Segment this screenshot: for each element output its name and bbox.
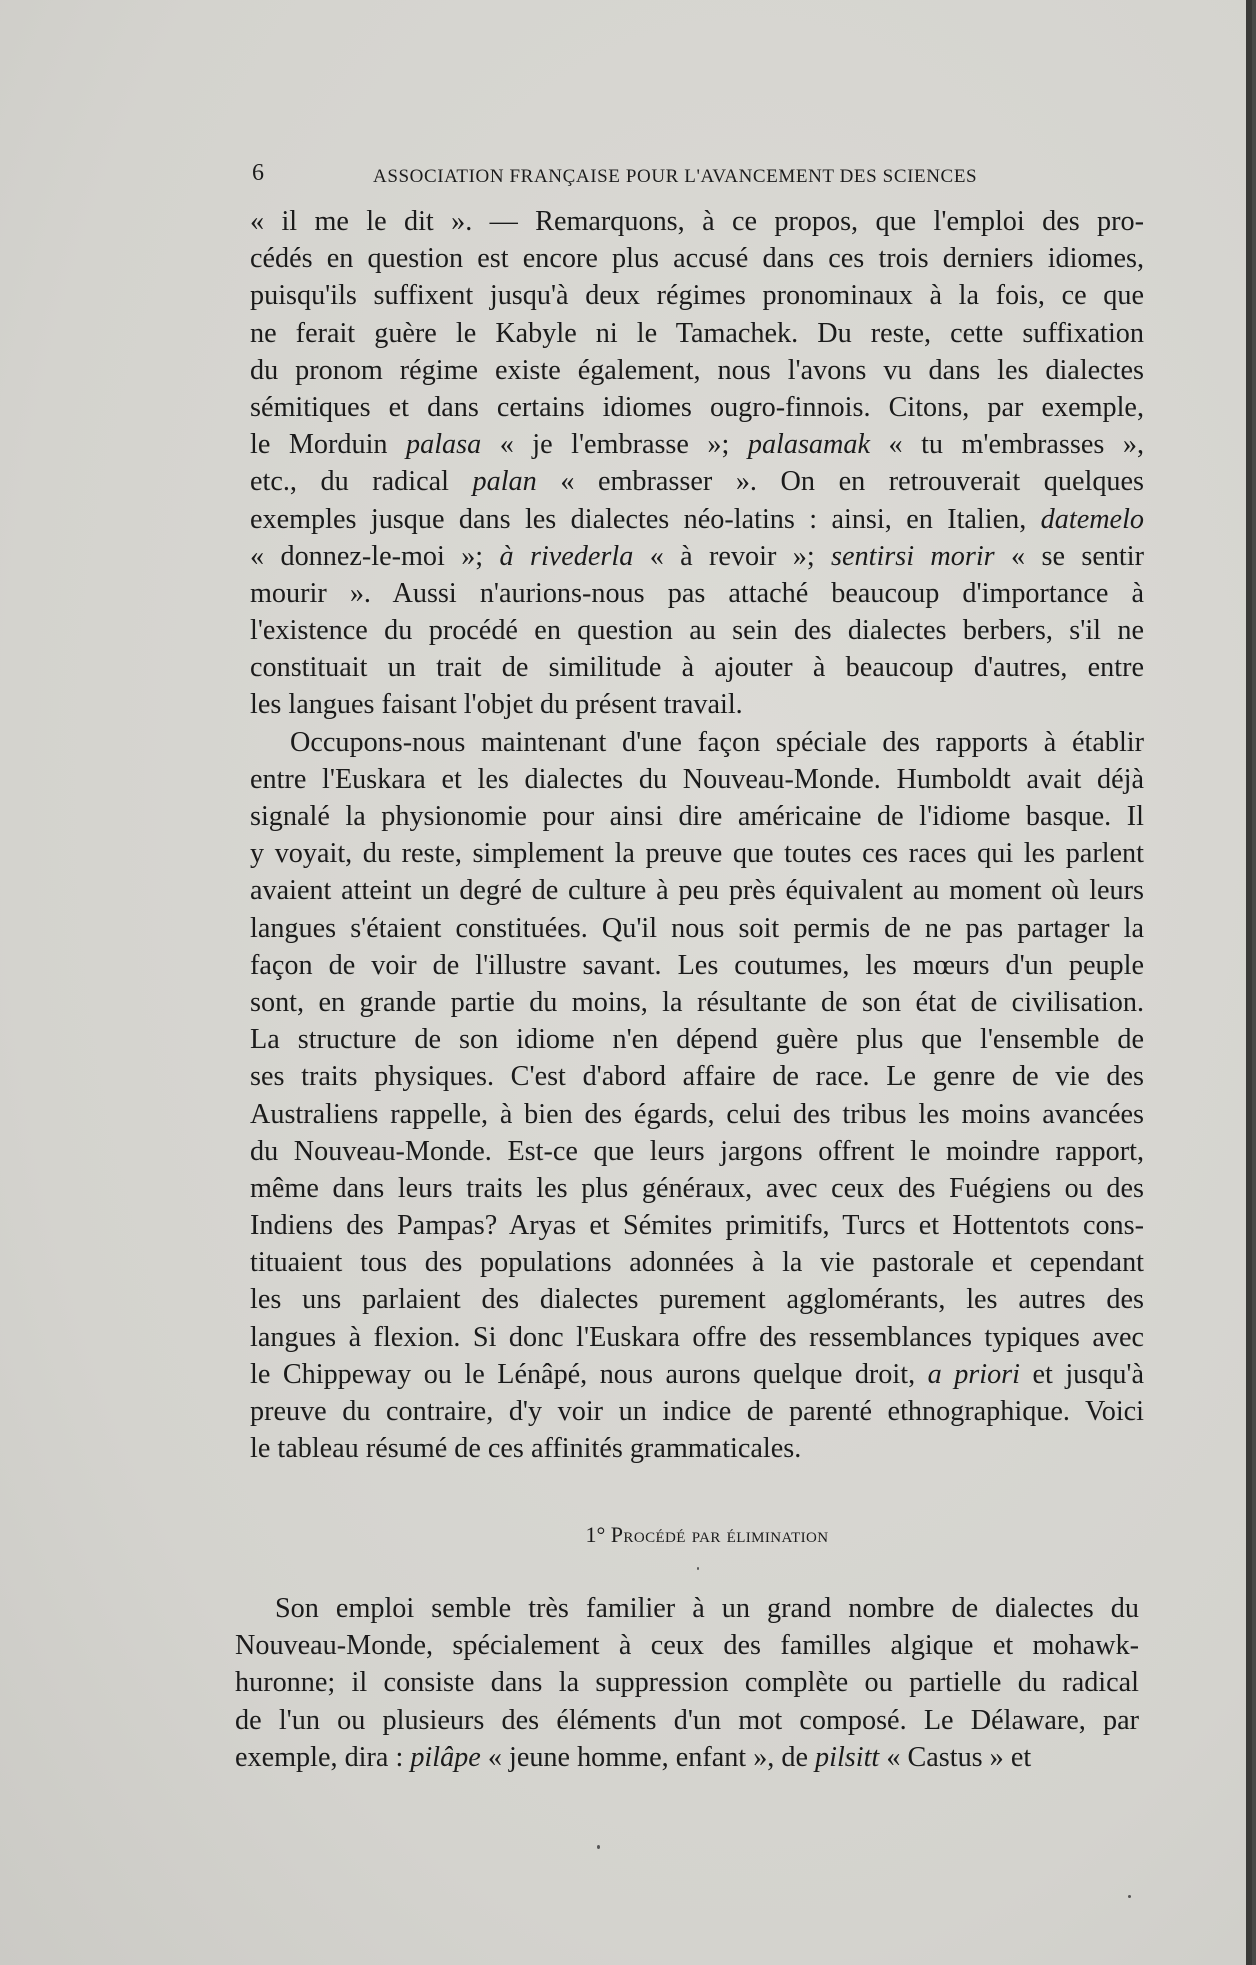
text-segment: le Chippeway ou le Lénâpé, nous aurons quelque droit, xyxy=(250,1358,928,1390)
text-line: les langues faisant l'objet du présent travail. xyxy=(250,689,743,721)
paragraph-1 xyxy=(250,203,1144,724)
text-line: Australiens rappelle, à bien des égards, celui des tribus les moins avancées xyxy=(250,1098,1144,1130)
text-line: sémitiques et dans certains idiomes ougro-finnois. Citons, par exemple, xyxy=(250,391,1144,423)
italic-term: à rivederla xyxy=(499,540,634,572)
paragraph-2 xyxy=(250,724,1144,1468)
italic-term: a priori xyxy=(927,1358,1020,1390)
italic-term: palan xyxy=(472,466,537,498)
text-line: les uns parlaient des dialectes purement agglomérants, les autres des xyxy=(250,1284,1144,1316)
text-line: même dans leurs traits les plus généraux, avec ceux des Fuégiens ou des xyxy=(250,1172,1144,1204)
text-segment: « embrasser ». On en retrouverait quelques xyxy=(536,466,1144,498)
text-line: l'existence du procédé en question au sein des dialectes berbers, s'il ne xyxy=(250,615,1144,647)
text-line: avaient atteint un degré de culture à peu près équivalent au moment où leurs xyxy=(250,875,1144,907)
paragraph-3 xyxy=(235,1590,1139,1776)
section-number: 1° xyxy=(585,1522,606,1547)
text-line xyxy=(250,538,1144,575)
text-line: signalé la physionomie pour ainsi dire américaine de l'idiome basque. Il xyxy=(250,801,1144,832)
italic-term: sentirsi morir xyxy=(831,540,995,572)
text-line: tituaient tous des populations adonnées à la vie pastorale et cependant xyxy=(250,1247,1144,1279)
section-title: Procédé par élimination xyxy=(610,1522,829,1547)
text-line: langues s'étaient constituées. Qu'il nous soit permis de ne pas partager la xyxy=(250,912,1144,944)
section-heading xyxy=(250,1522,1144,1548)
text-segment: etc., du radical xyxy=(250,466,473,498)
text-line xyxy=(250,426,1144,463)
italic-term: datemelo xyxy=(1040,503,1144,535)
text-segment: « à revoir »; xyxy=(633,540,832,572)
text-line xyxy=(250,1356,1144,1393)
italic-term: palasa xyxy=(406,429,482,461)
text-segment: et jusqu'à xyxy=(1020,1358,1144,1390)
text-line: mourir ». Aussi n'aurions-nous pas attaché beaucoup d'importance à xyxy=(250,577,1144,609)
text-line: le tableau résumé de ces affinités grammaticales. xyxy=(250,1433,802,1465)
text-line xyxy=(250,463,1144,500)
print-speck xyxy=(1128,1895,1131,1898)
main-text xyxy=(250,203,1144,1467)
print-speck xyxy=(597,1845,600,1849)
italic-term: pilsitt xyxy=(815,1741,880,1773)
text-line: La structure de son idiome n'en dépend guère plus que l'ensemble de xyxy=(250,1024,1144,1056)
text-line: Occupons-nous maintenant d'une façon spéciale des rapports à établir xyxy=(290,726,1144,758)
text-line: langues à flexion. Si donc l'Euskara offre des ressemblances typiques avec xyxy=(250,1321,1144,1353)
text-line: sont, en grande partie du moins, la résultante de son état de civilisation. xyxy=(250,986,1144,1018)
text-line: Nouveau-Monde, spécialement à ceux des familles algique et mohawk- xyxy=(235,1630,1139,1662)
text-line xyxy=(250,501,1144,538)
text-segment: le Morduin xyxy=(250,429,406,461)
text-line: Indiens des Pampas? Aryas et Sémites primitifs, Turcs et Hottentots cons- xyxy=(250,1210,1144,1242)
italic-term: palasamak xyxy=(747,429,870,461)
running-title: ASSOCIATION FRANÇAISE POUR L'AVANCEMENT DES SCIENCES xyxy=(373,166,978,187)
text-line: cédés en question est encore plus accusé dans ces trois derniers idiomes, xyxy=(250,243,1144,275)
text-line: huronne; il consiste dans la suppression complète ou partielle du radical xyxy=(235,1667,1139,1699)
text-segment: exemple, dira : xyxy=(235,1741,411,1773)
section-text xyxy=(235,1590,1139,1776)
text-line: ses traits physiques. C'est d'abord affaire de race. Le genre de vie des xyxy=(250,1061,1144,1093)
text-segment: exemples jusque dans les dialectes néo-latins : ainsi, en Italien, xyxy=(250,503,1041,535)
text-line: y voyait, du reste, simplement la preuve que toutes ces races qui les parlent xyxy=(250,838,1144,870)
page-header xyxy=(250,162,1050,192)
page-number: 6 xyxy=(252,160,265,186)
text-line: du Nouveau-Monde. Est-ce que leurs jargons offrent le moindre rapport, xyxy=(250,1135,1144,1167)
text-line xyxy=(235,1739,1139,1776)
text-segment: « tu m'embrasses », xyxy=(869,429,1144,461)
text-line: ne ferait guère le Kabyle ni le Tamachek. Du reste, cette suffixation xyxy=(250,317,1144,349)
text-segment: « jeune homme, enfant », de xyxy=(480,1741,816,1773)
text-line: constituait un trait de similitude à ajouter à beaucoup d'autres, entre xyxy=(250,652,1144,684)
text-line: du pronom régime existe également, nous l'avons vu dans les dialectes xyxy=(250,354,1144,386)
text-segment: « se sentir xyxy=(994,540,1144,572)
text-line: preuve du contraire, d'y voir un indice de parenté ethnographique. Voici xyxy=(250,1396,1144,1427)
text-segment: « Castus » et xyxy=(879,1741,1032,1773)
text-segment: « donnez-le-moi »; xyxy=(250,540,500,572)
text-line: de l'un ou plusieurs des éléments d'un mot composé. Le Délaware, par xyxy=(235,1704,1139,1736)
text-line: façon de voir de l'illustre savant. Les coutumes, les mœurs d'un peuple xyxy=(250,949,1144,981)
text-line: puisqu'ils suffixent jusqu'à deux régimes pronominaux à la fois, ce que xyxy=(250,280,1144,312)
print-speck xyxy=(697,1567,699,1570)
page-edge xyxy=(1246,0,1252,1965)
italic-term: pilâpe xyxy=(410,1741,481,1773)
text-segment: « je l'embrasse »; xyxy=(481,429,748,461)
text-line: entre l'Euskara et les dialectes du Nouveau-Monde. Humboldt avait déjà xyxy=(250,763,1144,795)
text-line: Son emploi semble très familier à un grand nombre de dialectes du xyxy=(275,1593,1139,1624)
text-line: « il me le dit ». — Remarquons, à ce propos, que l'emploi des pro- xyxy=(250,206,1144,237)
